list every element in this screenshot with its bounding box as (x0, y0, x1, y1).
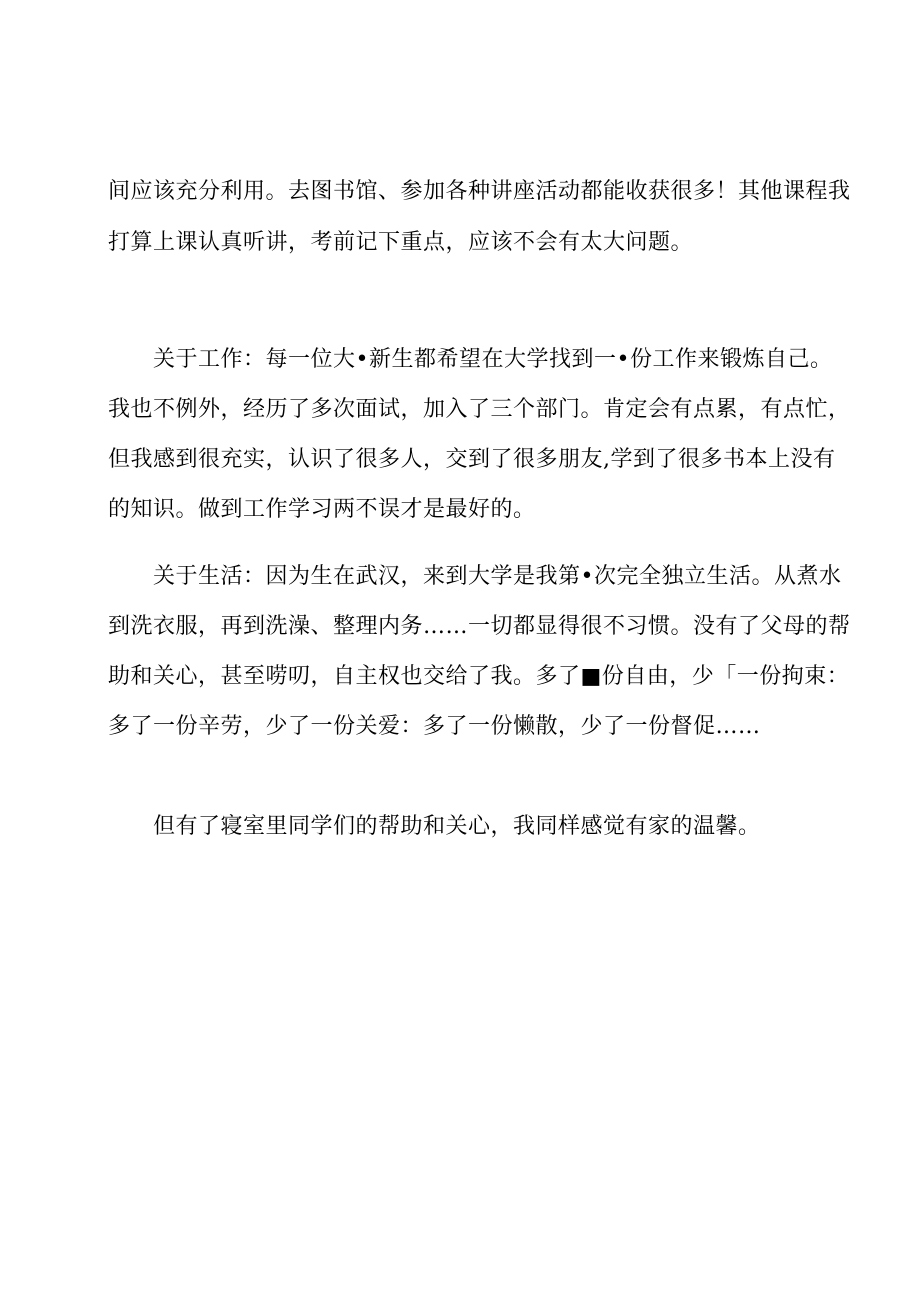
paragraph-1-line-1: 间应该充分利用。去图书馆、参加各种讲座活动都能收获很多！其他课程我 (108, 179, 851, 204)
paragraph-2-line-4: 的知识。做到工作学习两不误才是最好的。 (108, 497, 536, 522)
paragraph-3-line-3: 助和关心，甚至唠叨，自主权也交给了我。多了■份自由，少「一份拘束： (108, 664, 850, 689)
paragraph-2-line-3: 但我感到很充实，认识了很多人，交到了很多朋友,学到了很多书本上没有 (108, 447, 836, 472)
paragraph-4-line-1: 但有了寝室里同学们的帮助和关心，我同样感觉有家的温馨。 (153, 814, 761, 839)
paragraph-3-line-1: 关于生活：因为生在武汉，来到大学是我第•次完全独立生活。从煮水 (153, 564, 842, 589)
paragraph-2-line-2: 我也不例外，经历了多次面试，加入了三个部门。肯定会有点累，有点忙， (108, 397, 851, 422)
paragraph-2-line-1: 关于工作：每一位大•新生都希望在大学找到一•份工作来锻炼自己。 (153, 347, 833, 372)
paragraph-3-line-2: 到洗衣服，再到洗澡、整理内务……一切都显得很不习惯。没有了父母的帮 (108, 614, 851, 639)
paragraph-1-line-2: 打算上课认真听讲，考前记下重点，应该不会有太大问题。 (108, 230, 694, 255)
paragraph-3-line-4: 多了一份辛劳，少了一份关爱：多了一份懒散，少了一份督促…… (108, 714, 761, 739)
